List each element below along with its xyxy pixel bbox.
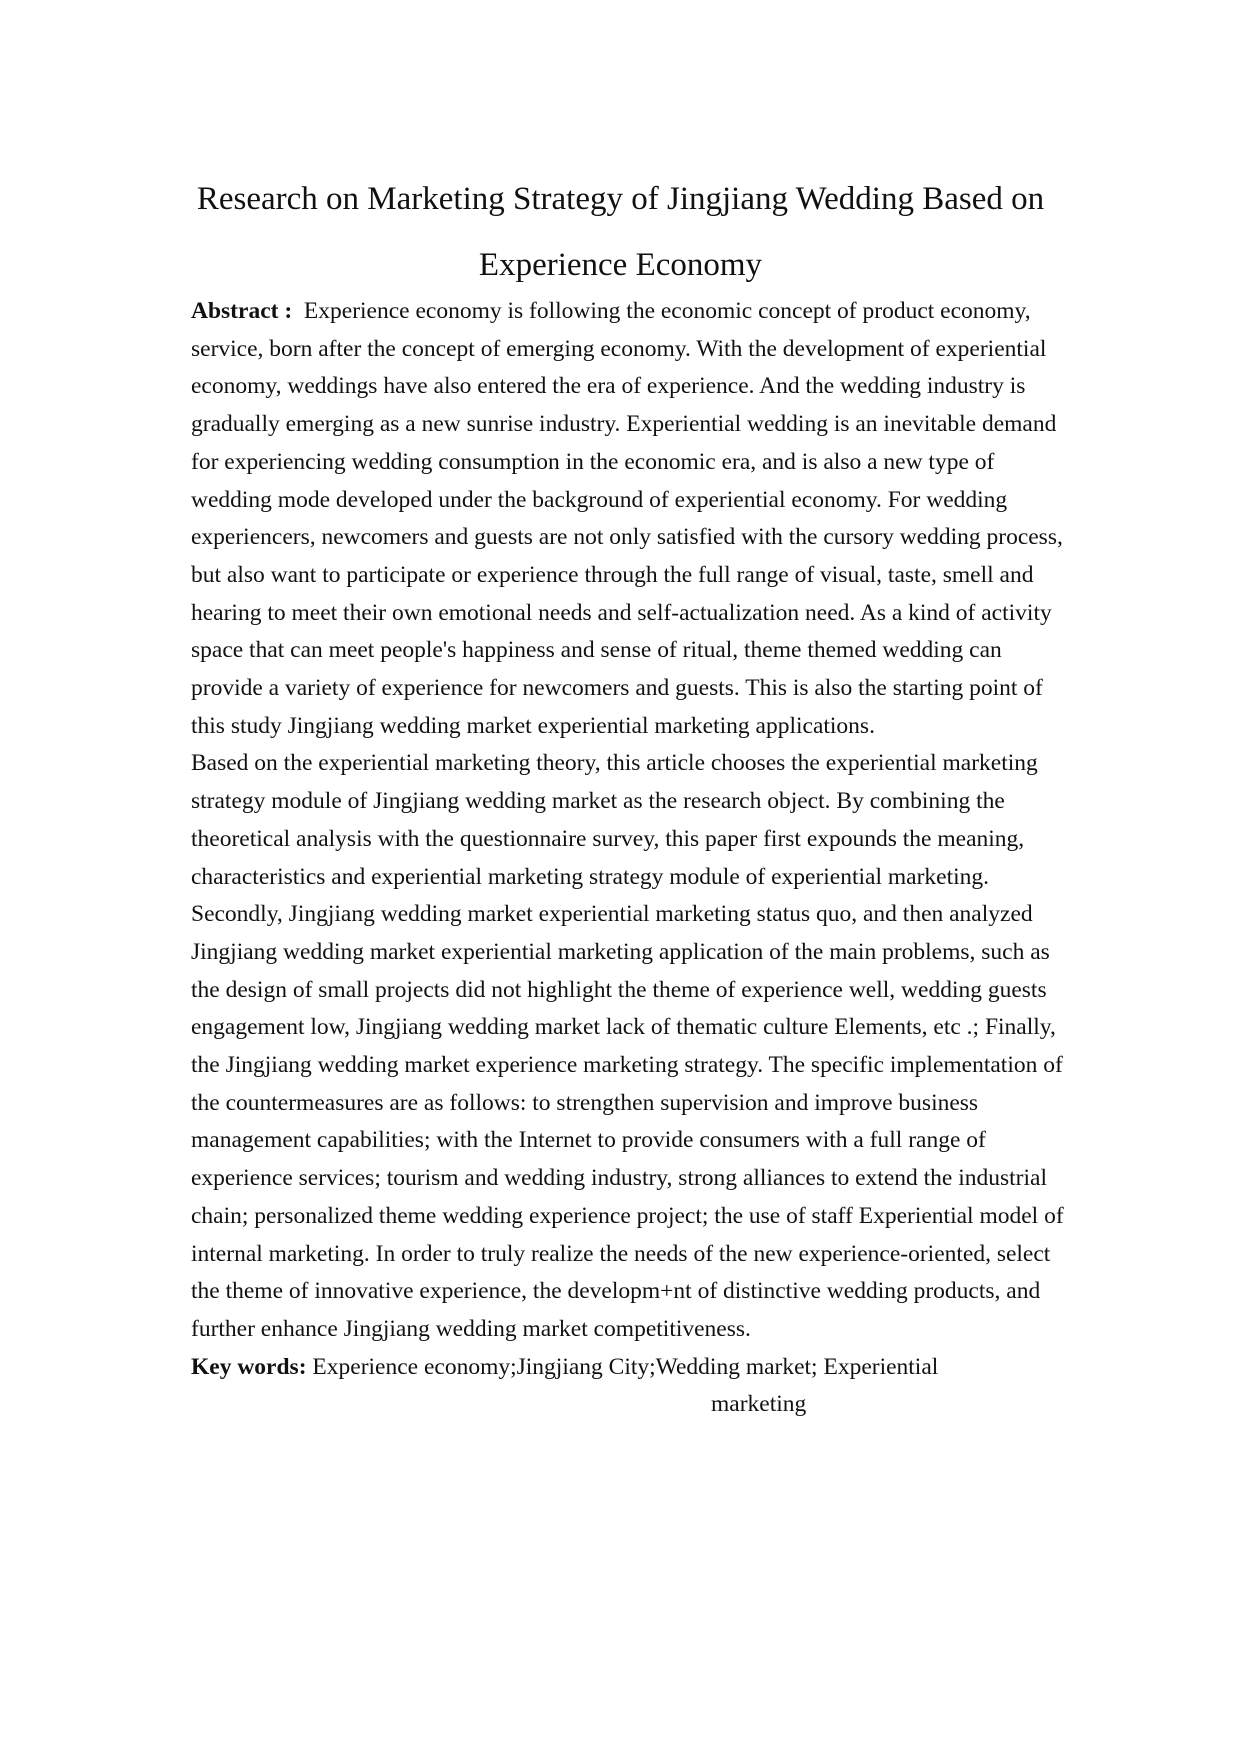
keywords-last: marketing <box>711 1391 807 1418</box>
abstract-text-1: Experience economy is following the economic concept of product economy, service, born after the concept of emerging economy. With the development of experiential economy, weddings have also entered the era of experience. And the wedding industry is gradually emerging as a new sunrise industry. Experiential wedding is an inevitable demand for experiencing wedding consumption in the economic era, and is also a new type of wedding mode developed under the background of experiential economy. For wedding experiencers, newcomers and guests are not only satisfied with the cursory wedding process, but also want to participate or experience through the full range of visual, taste, smell and hearing to meet their own emotional needs and self-actualization need. As a kind of activity space that can meet people's happiness and sense of ritual, theme themed wedding can provide a variety of experience for newcomers and guests. This is also the starting point of this study Jingjiang wedding market experiential marketing applications. <box>191 298 1063 739</box>
paper-title <box>150 166 1091 298</box>
abstract-label: Abstract : <box>191 298 293 324</box>
abstract-paragraph-1 <box>191 293 1071 745</box>
abstract-paragraph-2 <box>191 745 1071 1348</box>
abstract-text-2: Based on the experiential marketing theory, this article chooses the experiential marketing strategy module of Jingjiang wedding market as the research object. By combining the theoretical analysis with the questionnaire survey, this paper first expounds the meaning, characteristics and experiential marketing strategy module of experiential marketing. Secondly, Jingjiang wedding market experiential marketing status quo, and then analyzed Jingjiang wedding market experiential marketing application of the main problems, such as the design of small projects did not highlight the theme of experience well, wedding guests engagement low, Jingjiang wedding market lack of thematic culture Elements, etc .; Finally, the Jingjiang wedding market experience marketing strategy. The specific implementation of the countermeasures are as follows: to strengthen supervision and improve business management capabilities; with the Internet to provide consumers with a full range of experience services; tourism and wedding industry, strong alliances to extend the industrial chain; personalized theme wedding experience project; the use of staff Experiential model of internal marketing. In order to truly realize the needs of the new experience-oriented, select the theme of innovative experience, the developm+nt of distinctive wedding products, and further enhance Jingjiang wedding market competitiveness. <box>191 750 1064 1342</box>
title-line-2: Experience Economy <box>478 247 763 283</box>
abstract-section <box>191 293 1071 1424</box>
keywords-text: Experience economy;Jingjiang City;Wedding market; Experiential <box>312 1353 939 1380</box>
keywords <box>191 1349 1071 1424</box>
title-line-1: Research on Marketing Strategy of Jingjiang Wedding Based on <box>196 181 1045 217</box>
keywords-label: Key words: <box>191 1353 307 1380</box>
